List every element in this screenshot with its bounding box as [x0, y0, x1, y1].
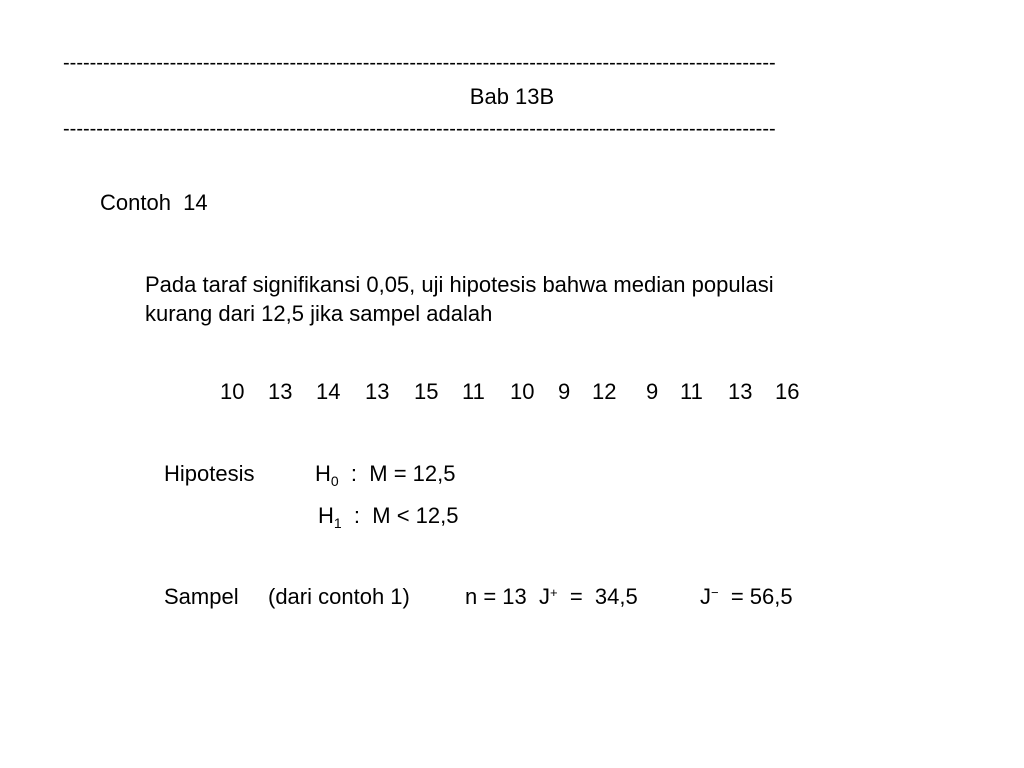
h0-symbol: H: [315, 461, 331, 486]
h1-statement: : M < 12,5: [341, 503, 459, 528]
data-value: 15: [414, 379, 439, 404]
data-value: 10: [510, 379, 535, 404]
header-rule-top: -----------------------------------------------------------------------------------------------------------: [63, 52, 776, 74]
j-minus-symbol: J: [700, 584, 711, 609]
h0-subscript: 0: [330, 473, 339, 489]
page-title: Bab 13B: [469, 84, 555, 109]
data-value: 16: [775, 379, 800, 404]
data-value: 13: [268, 379, 293, 404]
data-value: 11: [680, 379, 703, 404]
problem-statement: [145, 270, 905, 328]
data-value: 13: [728, 379, 753, 404]
data-value: 12: [592, 379, 617, 404]
sample-data-row: [220, 378, 820, 406]
header-rule-bottom: -----------------------------------------------------------------------------------------------------------: [63, 118, 776, 140]
j-plus-value: = 34,5: [557, 584, 638, 609]
problem-line-1: Pada taraf signifikansi 0,05, uji hipotesis bahwa median populasi: [145, 272, 774, 297]
data-value: 11: [462, 379, 485, 404]
j-minus-statistic: [700, 583, 793, 611]
sample-label: Sampel: [164, 584, 239, 609]
data-value: 9: [558, 379, 571, 404]
j-plus-superscript: +: [550, 585, 558, 600]
h0-statement: : M = 12,5: [338, 461, 456, 486]
j-minus-superscript: −: [711, 585, 719, 600]
example-label: Contoh 14: [100, 190, 208, 215]
hypothesis-label: Hipotesis: [164, 461, 255, 486]
h1-symbol: H: [318, 503, 334, 528]
data-value: 10: [220, 379, 245, 404]
n-and-j-plus: n = 13 J: [465, 584, 551, 609]
problem-line-2: kurang dari 12,5 jika sampel adalah: [145, 301, 493, 326]
j-plus-statistic: [465, 583, 638, 611]
data-value: 9: [646, 379, 659, 404]
data-value: 14: [316, 379, 341, 404]
h1-subscript: 1: [333, 515, 342, 531]
null-hypothesis: [315, 460, 455, 488]
data-value: 13: [365, 379, 390, 404]
j-minus-value: = 56,5: [718, 584, 793, 609]
sample-source: (dari contoh 1): [268, 584, 410, 609]
alternative-hypothesis: [318, 502, 458, 530]
